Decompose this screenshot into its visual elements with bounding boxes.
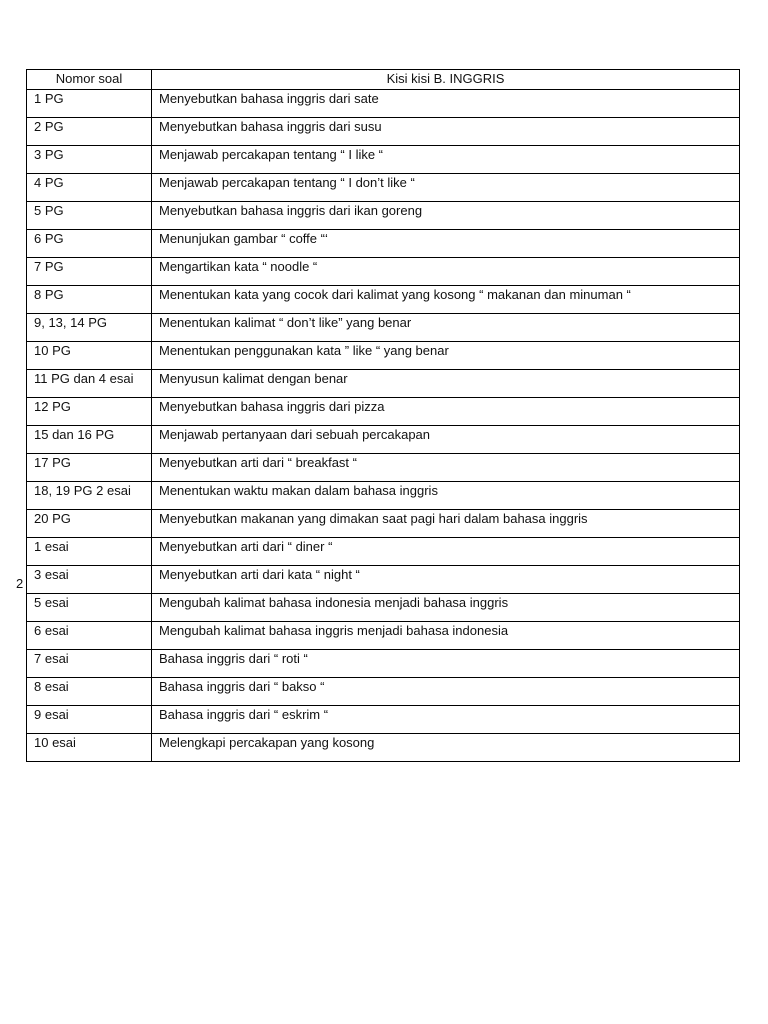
cell-kisi-kisi: Mengubah kalimat bahasa indonesia menjadi bahasa inggris: [152, 594, 740, 622]
cell-kisi-kisi: Menentukan kata yang cocok dari kalimat yang kosong “ makanan dan minuman “: [152, 286, 740, 314]
cell-kisi-kisi: Menunjukan gambar “ coffe “‘: [152, 230, 740, 258]
table-row: [27, 370, 740, 398]
cell-kisi-kisi: Menyebutkan arti dari “ breakfast “: [152, 454, 740, 482]
cell-nomor-soal: 12 PG: [27, 398, 152, 426]
table-row: [27, 482, 740, 510]
cell-kisi-kisi: Menyebutkan arti dari “ diner “: [152, 538, 740, 566]
table-row: [27, 734, 740, 762]
table-row: [27, 566, 740, 594]
cell-kisi-kisi: Bahasa inggris dari “ eskrim “: [152, 706, 740, 734]
cell-kisi-kisi: Menentukan waktu makan dalam bahasa inggris: [152, 482, 740, 510]
cell-nomor-soal: 9, 13, 14 PG: [27, 314, 152, 342]
table-row: [27, 174, 740, 202]
table-row: [27, 594, 740, 622]
cell-kisi-kisi: Menjawab percakapan tentang “ I like “: [152, 146, 740, 174]
cell-nomor-soal: 18, 19 PG 2 esai: [27, 482, 152, 510]
cell-kisi-kisi: Bahasa inggris dari “ roti “: [152, 650, 740, 678]
cell-kisi-kisi: Mengartikan kata “ noodle “: [152, 258, 740, 286]
table-body: [27, 90, 740, 762]
table-header-row: [27, 70, 740, 90]
cell-nomor-soal: 5 PG: [27, 202, 152, 230]
cell-kisi-kisi: Mengubah kalimat bahasa inggris menjadi bahasa indonesia: [152, 622, 740, 650]
cell-nomor-soal: 5 esai: [27, 594, 152, 622]
cell-nomor-soal: 1 esai: [27, 538, 152, 566]
cell-nomor-soal: 20 PG: [27, 510, 152, 538]
table-row: [27, 510, 740, 538]
table-row: [27, 258, 740, 286]
cell-kisi-kisi: Menyebutkan bahasa inggris dari sate: [152, 90, 740, 118]
cell-nomor-soal: 10 PG: [27, 342, 152, 370]
cell-kisi-kisi: Menyebutkan bahasa inggris dari ikan goreng: [152, 202, 740, 230]
table-row: [27, 622, 740, 650]
cell-nomor-soal: 11 PG dan 4 esai: [27, 370, 152, 398]
cell-kisi-kisi: Menentukan penggunakan kata ” like “ yang benar: [152, 342, 740, 370]
cell-nomor-soal: 8 esai: [27, 678, 152, 706]
table-row: [27, 286, 740, 314]
header-nomor-soal: Nomor soal: [27, 70, 152, 90]
cell-nomor-soal: 2 PG: [27, 118, 152, 146]
cell-nomor-soal: 7 esai: [27, 650, 152, 678]
cell-nomor-soal: 8 PG: [27, 286, 152, 314]
cell-nomor-soal: 6 PG: [27, 230, 152, 258]
table-row: [27, 342, 740, 370]
cell-kisi-kisi: Menyebutkan bahasa inggris dari pizza: [152, 398, 740, 426]
cell-kisi-kisi: Menyebutkan bahasa inggris dari susu: [152, 118, 740, 146]
cell-nomor-soal: 7 PG: [27, 258, 152, 286]
table-row: [27, 678, 740, 706]
table-row: [27, 426, 740, 454]
margin-number: 2: [16, 576, 24, 591]
table-row: [27, 90, 740, 118]
cell-kisi-kisi: Menjawab pertanyaan dari sebuah percakapan: [152, 426, 740, 454]
cell-nomor-soal: 3 esai: [27, 566, 152, 594]
table-row: [27, 118, 740, 146]
cell-nomor-soal: 9 esai: [27, 706, 152, 734]
kisi-kisi-table: [26, 69, 740, 762]
table-row: [27, 146, 740, 174]
cell-nomor-soal: 3 PG: [27, 146, 152, 174]
cell-kisi-kisi: Bahasa inggris dari “ bakso “: [152, 678, 740, 706]
table-row: [27, 706, 740, 734]
cell-kisi-kisi: Menyebutkan arti dari kata “ night “: [152, 566, 740, 594]
cell-nomor-soal: 15 dan 16 PG: [27, 426, 152, 454]
table-row: [27, 538, 740, 566]
table-row: [27, 454, 740, 482]
cell-nomor-soal: 6 esai: [27, 622, 152, 650]
table-row: [27, 314, 740, 342]
table-row: [27, 398, 740, 426]
cell-kisi-kisi: Menyusun kalimat dengan benar: [152, 370, 740, 398]
cell-kisi-kisi: Melengkapi percakapan yang kosong: [152, 734, 740, 762]
table-row: [27, 230, 740, 258]
cell-kisi-kisi: Menjawab percakapan tentang “ I don’t like “: [152, 174, 740, 202]
cell-nomor-soal: 10 esai: [27, 734, 152, 762]
table-row: [27, 202, 740, 230]
cell-kisi-kisi: Menyebutkan makanan yang dimakan saat pagi hari dalam bahasa inggris: [152, 510, 740, 538]
cell-nomor-soal: 17 PG: [27, 454, 152, 482]
header-kisi-kisi: Kisi kisi B. INGGRIS: [152, 70, 740, 90]
table-row: [27, 650, 740, 678]
cell-kisi-kisi: Menentukan kalimat “ don’t like” yang benar: [152, 314, 740, 342]
cell-nomor-soal: 1 PG: [27, 90, 152, 118]
cell-nomor-soal: 4 PG: [27, 174, 152, 202]
